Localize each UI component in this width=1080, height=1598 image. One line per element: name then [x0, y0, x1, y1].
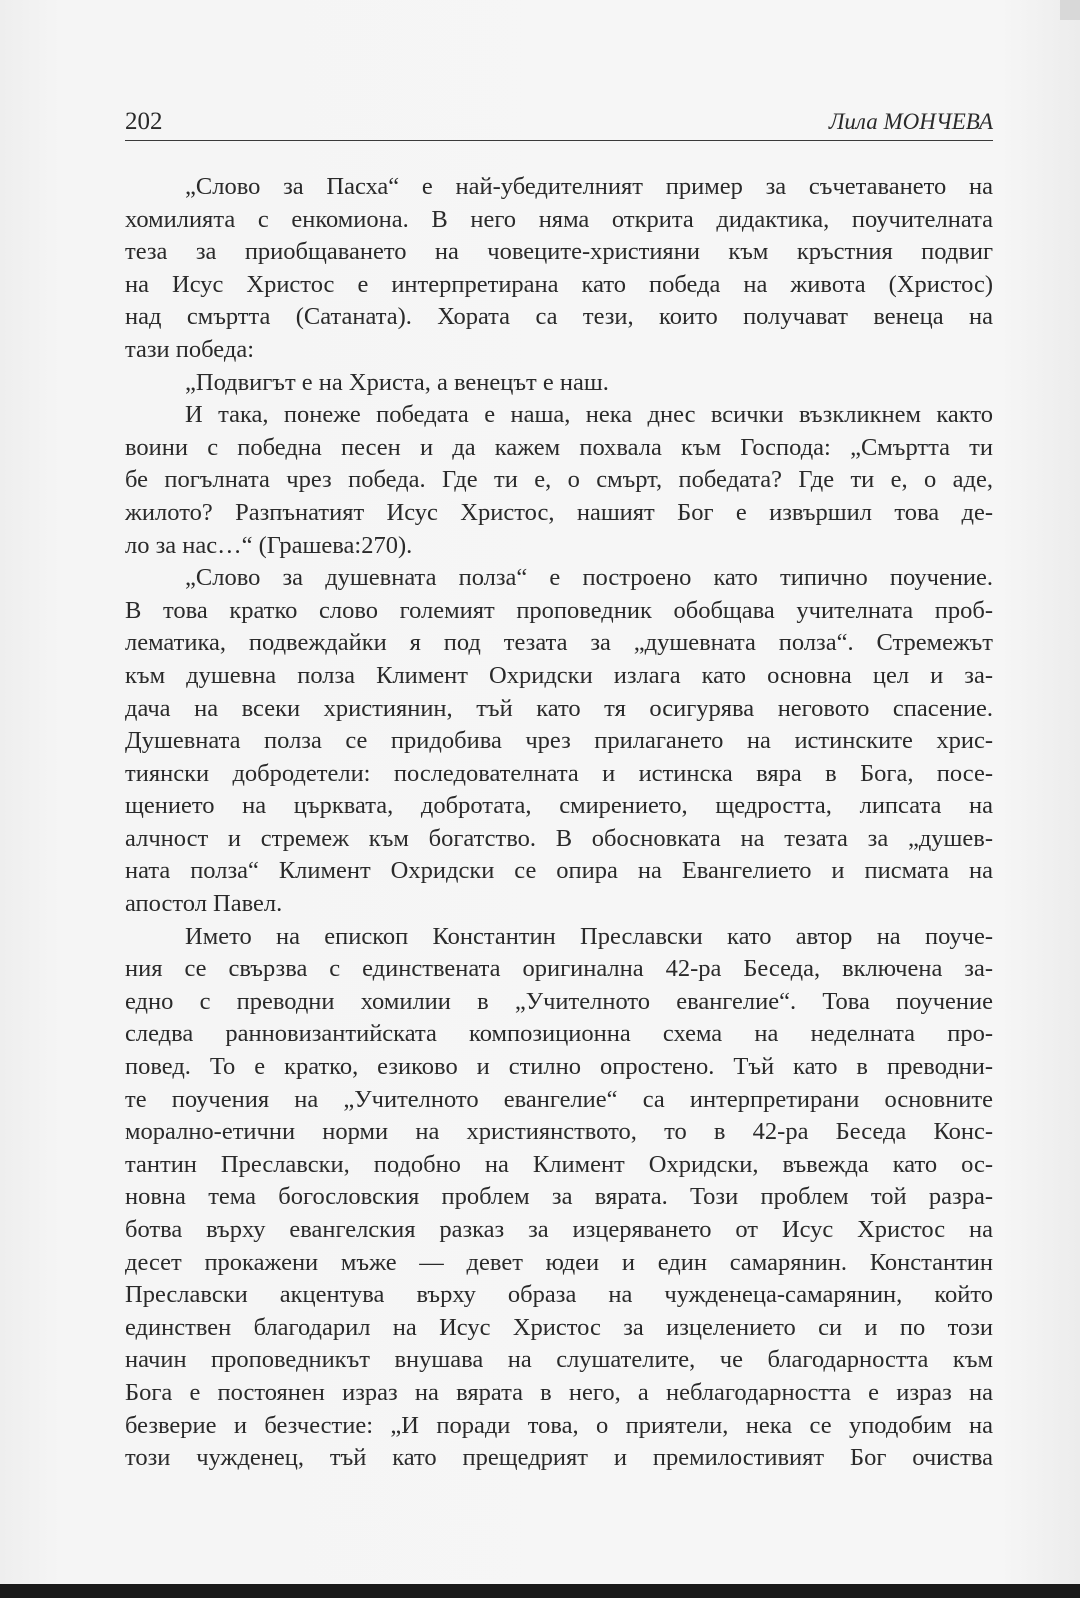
text-line: щението на църквата, добротата, смирението, щедростта, липсата на	[125, 792, 993, 820]
text-line: на Исус Христос е интерпретирана като победа на живота (Христос)	[125, 270, 993, 298]
text-line: ло за нас…“ (Грашева:270).	[125, 531, 413, 559]
text-line: Душевната полза се придобива чрез прилагането на истинските хрис-	[125, 727, 993, 755]
text-line: над смъртта (Сатаната). Хората са тези, които получават венеца на	[125, 303, 993, 331]
text-line: В това кратко слово големият проповедник обобщава учителната проб-	[125, 596, 993, 624]
text-line: „Слово за душевната полза“ е построено като типично поучение.	[185, 564, 993, 592]
text-line: Името на епископ Константин Преславски като автор на поуче-	[185, 922, 993, 950]
text-line: тантин Преславски, подобно на Климент Охридски, въвежда като ос-	[125, 1150, 993, 1178]
text-line: едно с преводни хомилии в „Учителното евангелие“. Това поучение	[125, 987, 993, 1015]
text-line: ната полза“ Климент Охридски се опира на Евангелието и писмата на	[125, 857, 993, 885]
text-line: „Подвигът е на Христа, а венецът е наш.	[185, 368, 609, 396]
text-line: тази победа:	[125, 335, 254, 363]
text-line: жилото? Разпънатият Исус Христос, нашият Бог е извършил това де-	[125, 498, 993, 526]
page-number: 202	[125, 108, 163, 135]
page-header	[125, 104, 993, 141]
text-line: дача на всеки християнин, тъй като тя осигурява неговото спасение.	[125, 694, 993, 722]
scan-bottom-edge	[0, 1584, 1080, 1598]
page-edge-shadow	[1060, 0, 1080, 20]
text-line: този чужденец, тъй като прещедрият и премилостивият Бог очиства	[125, 1444, 993, 1472]
running-head-author: Лила МОНЧЕВА	[828, 109, 993, 134]
text-line: тиянски добродетели: последователната и истинска вяра в Бога, посе-	[125, 759, 993, 787]
text-line: следва ранновизантийската композиционна схема на неделната про-	[125, 1020, 993, 1048]
text-line: алчност и стремеж към богатство. В обосновката на тезата за „душев-	[125, 824, 993, 852]
text-line: теза за приобщаването на човеците-християни към кръстния подвиг	[125, 238, 993, 266]
text-line: те поучения на „Учителното евангелие“ са интерпретирани основните	[125, 1085, 993, 1113]
text-line: единствен благодарил на Исус Христос за изцелението си и по този	[125, 1313, 993, 1341]
body-text	[125, 171, 993, 1475]
text-line: воини с победна песен и да кажем похвала към Господа: „Смъртта ти	[125, 433, 993, 461]
text-line: хомилията с енкомиона. В него няма открита дидактика, поучителната	[125, 205, 993, 233]
text-line: Преславски акцентува върху образа на чужденеца-самарянин, който	[125, 1281, 993, 1309]
text-line: десет прокажени мъже — девет юдеи и един самарянин. Константин	[125, 1248, 993, 1276]
text-line: безверие и безчестие: „И поради това, о приятели, нека се уподобим на	[125, 1411, 993, 1439]
text-line: ботва върху евангелския разказ за изцеряването от Исус Христос на	[125, 1216, 993, 1243]
text-line: И така, понеже победата е наша, нека днес всички възкликнем както	[185, 401, 993, 429]
text-line: апостол Павел.	[125, 890, 283, 918]
text-line: „Слово за Пасха“ е най-убедителният пример за съчетаването на	[185, 173, 993, 200]
text-line: бе погълната чрез победа. Где ти е, о смърт, победата? Где ти е, о аде,	[125, 466, 993, 494]
text-line: към душевна полза Климент Охридски излага като основна цел и за-	[125, 661, 993, 689]
text-line: Бога е постоянен израз на вярата в него, а неблагодарността е израз на	[125, 1378, 993, 1406]
text-line: новна тема богословския проблем за вярата. Този проблем той разра-	[125, 1183, 993, 1211]
text-line: морално-етични норми на християнството, то в 42-ра Беседа Конс-	[125, 1118, 993, 1146]
text-line: начин проповедникът внушава на слушателите, че благодарността към	[125, 1346, 993, 1374]
text-line: лематика, подвеждайки я под тезата за „душевната полза“. Стремежът	[125, 629, 993, 657]
text-line: ния се свързва с единствената оригинална 42-ра Беседа, включена за-	[125, 955, 993, 983]
text-line: повед. То е кратко, езиково и стилно опростено. Тъй като в преводни-	[125, 1053, 993, 1081]
